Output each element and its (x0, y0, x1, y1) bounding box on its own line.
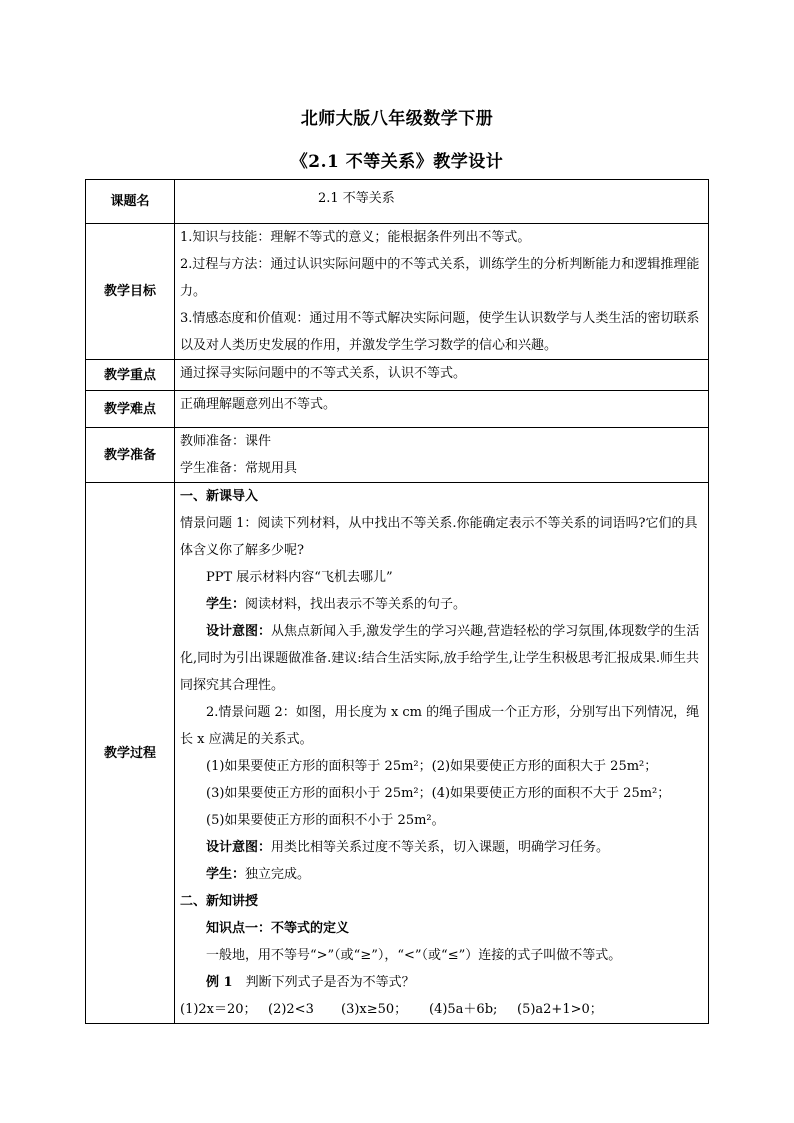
example-item: (4)5a＋6b; (429, 1002, 498, 1017)
topic-name-value: 2.1 不等关系 (318, 191, 395, 206)
student-activity-2: 学生：独立完成。 (206, 867, 311, 882)
row-teaching-process (86, 483, 709, 1024)
design-intent-2: 设计意图：用类比相等关系过度不等关系，切入课题，明确学习任务。 (206, 840, 610, 855)
section-new-lesson-intro: 一、新课导入 (180, 489, 259, 504)
label-preparation: 教学准备 (86, 428, 175, 483)
ppt-material: PPT 展示材料内容“飞机去哪儿” (206, 570, 393, 585)
label-key-points: 教学重点 (86, 360, 175, 391)
key-points-value: 通过探寻实际问题中的不等式关系，认识不等式。 (175, 360, 709, 391)
example-item: (3)x≥50； (341, 1002, 408, 1017)
example-1: 例 1 判断下列式子是否为不等式？ (206, 975, 415, 990)
row-topic-name (86, 180, 709, 224)
label-teaching-process: 教学过程 (86, 483, 175, 1024)
document-title: 北师大版八年级数学下册 (300, 109, 494, 129)
label-topic-name: 课题名 (86, 180, 175, 224)
row-preparation (86, 428, 709, 483)
example-item: (2)2<3 (268, 1002, 314, 1017)
goal-knowledge: 1.知识与技能：理解不等式的意义；能根据条件列出不等式。 (180, 230, 531, 245)
conditions-3-4: (3)如果要使正方形的面积小于 25m²；(4)如果要使正方形的面积不大于 25m²； (206, 786, 671, 801)
row-key-points (86, 360, 709, 391)
scenario-question-1: 情景问题 1：阅读下列材料，从中找出不等关系.你能确定表示不等关系的词语吗?它们的具体含义你了解多少呢? (180, 516, 698, 558)
condition-5: (5)如果要使正方形的面积不小于 25m²。 (206, 813, 445, 828)
inequality-definition: 一般地，用不等号“>”（或“≥”），“<”（或“≤”）连接的式子叫做不等式。 (206, 948, 622, 963)
design-intent-1: 设计意图：从焦点新闻入手,激发学生的学习兴趣,营造轻松的学习氛围,体现数学的生活化,同时为引出课题做准备.建议:结合生活实际,放手给学生,让学生积极思考汇报成果.师生共同探究其合理性。 (180, 624, 700, 693)
student-preparation: 学生准备：常规用具 (180, 461, 298, 476)
example-item: (1)2x＝20； (180, 1002, 257, 1017)
student-activity-1: 学生：阅读材料，找出表示不等关系的句子。 (206, 597, 467, 612)
label-teaching-goals: 教学目标 (86, 224, 175, 360)
lesson-plan-table (85, 179, 709, 1024)
example-1-items (180, 996, 704, 1023)
document-subtitle: 《2.1 不等关系》教学设计 (290, 152, 504, 172)
conditions-1-2: (1)如果要使正方形的面积等于 25m²；(2)如果要使正方形的面积大于 25m²； (206, 759, 658, 774)
section-new-knowledge: 二、新知讲授 (180, 894, 259, 909)
label-difficulties: 教学难点 (86, 391, 175, 428)
goal-process: 2.过程与方法：通过认识实际问题中的不等式关系，训练学生的分析判断能力和逻辑推理能力。 (180, 257, 700, 299)
scenario-question-2: 2.情景问题 2：如图，用长度为 x cm 的绳子围成一个正方形，分别写出下列情况，绳长 x 应满足的关系式。 (180, 705, 700, 747)
example-item: (5)a2+1>0； (517, 1002, 603, 1017)
knowledge-point-1: 知识点一：不等式的定义 (206, 921, 350, 936)
goal-attitude: 3.情感态度和价值观：通过用不等式解决实际问题，使学生认识数学与人类生活的密切联系以及对人类历史发展的作用，并激发学生学习数学的信心和兴趣。 (180, 311, 700, 353)
row-teaching-goals (86, 224, 709, 360)
teacher-preparation: 教师准备：课件 (180, 434, 272, 449)
difficulties-value: 正确理解题意列出不等式。 (175, 391, 709, 428)
row-difficulties (86, 391, 709, 428)
